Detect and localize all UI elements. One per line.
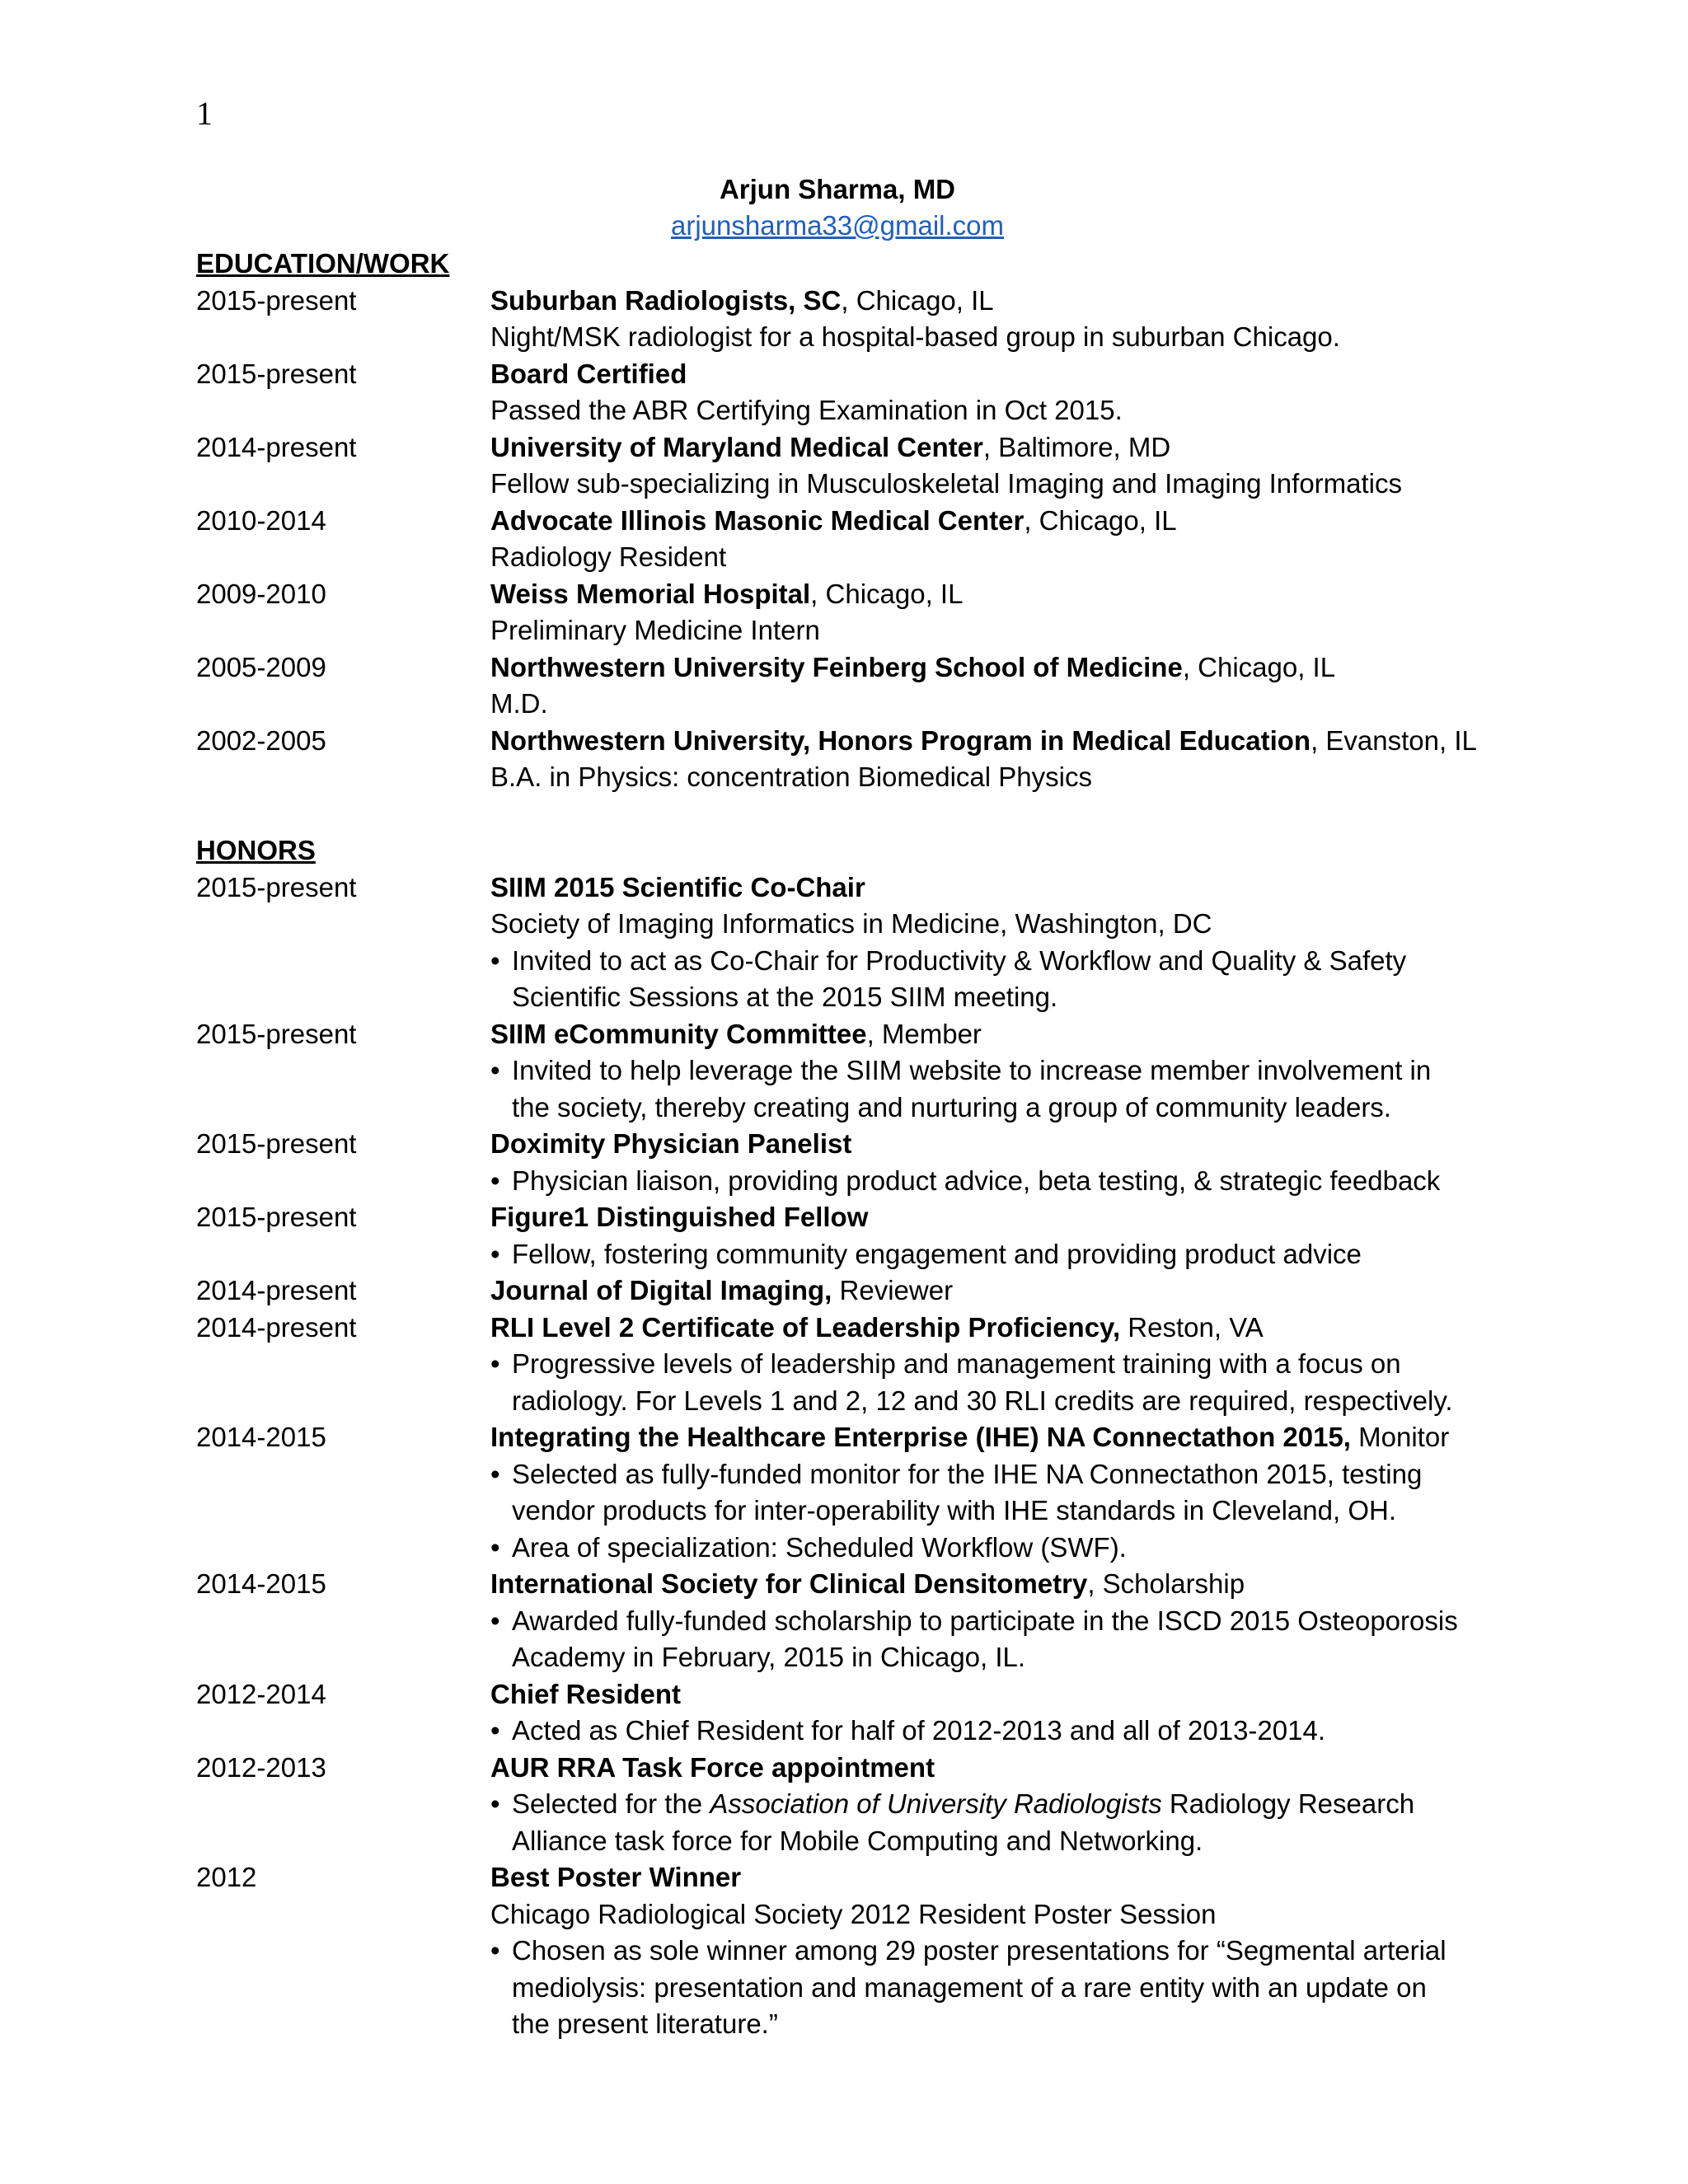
entry-date: 2015-present: [196, 1018, 357, 1049]
section-spacer: [196, 796, 1482, 833]
entry-details: [490, 869, 1482, 1016]
edu-entry: [196, 429, 1482, 503]
honor-entry: [196, 1199, 1482, 1272]
entry-description: Preliminary Medicine Intern: [490, 615, 820, 645]
bullet-line: • Acted as Chief Resident for half of 2012-2013 and all of 2013-2014.: [490, 1713, 1482, 1750]
edu-entry: [196, 283, 1482, 356]
bullet-line: • Area of specialization: Scheduled Workflow (SWF).: [490, 1530, 1482, 1567]
honor-entry: [196, 1016, 1482, 1127]
entry-date: 2015-present: [196, 358, 357, 389]
entry-description: M.D.: [490, 688, 548, 719]
bullet-post: Radiology Research: [1161, 1788, 1415, 1819]
entry-date: 2014-2015: [196, 1568, 326, 1599]
entry-details: [490, 1199, 1482, 1272]
honors-title: HONORS: [196, 835, 316, 865]
entry-date: 2009-2010: [196, 578, 326, 609]
entry-description: Passed the ABR Certifying Examination in Oct 2015.: [490, 395, 1123, 425]
bullet-line: • Chosen as sole winner among 29 poster presentations for “Segmental arterial: [490, 1933, 1482, 1970]
entry-role: , Member: [866, 1018, 982, 1049]
entry-location: , Chicago, IL: [1182, 651, 1336, 682]
bullet-line-cont: Alliance task force for Mobile Computing and Networking.: [512, 1825, 1203, 1856]
honor-entry: [196, 1272, 1482, 1310]
bullet-line-cont: the present literature.”: [512, 2008, 778, 2039]
entry-details: [490, 356, 1482, 429]
bullet-line: • Invited to help leverage the SIIM website to increase member involvement in: [490, 1052, 1482, 1090]
edu-entry: [196, 723, 1482, 796]
entry-date: 2002-2005: [196, 724, 326, 756]
entry-org: SIIM 2015 Scientific Co-Chair: [490, 871, 865, 902]
entry-org: Best Poster Winner: [490, 1862, 742, 1892]
entry-details: [490, 576, 1482, 649]
resume-content: [196, 246, 1482, 2043]
entry-org: Weiss Memorial Hospital: [490, 578, 811, 609]
honor-entry: [196, 1566, 1482, 1676]
entry-location: , Chicago, IL: [1024, 504, 1177, 536]
entry-org: Journal of Digital Imaging,: [490, 1275, 832, 1305]
bullet-line: • Fellow, fostering community engagement and providing product advice: [490, 1236, 1482, 1273]
bullet-line: [490, 1786, 1482, 1823]
edu-entry: [196, 576, 1482, 649]
bullet-italic-org: Association of University Radiologists: [710, 1788, 1162, 1819]
entry-org: RLI Level 2 Certificate of Leadership Proficiency,: [490, 1311, 1121, 1343]
entry-date: 2014-present: [196, 431, 357, 462]
entry-description: Radiology Resident: [490, 541, 727, 572]
entry-date: 2005-2009: [196, 651, 326, 682]
entry-subtitle: Chicago Radiological Society 2012 Resident Poster Session: [490, 1898, 1217, 1929]
bullet-line: • Physician liaison, providing product advice, beta testing, & strategic feedback: [490, 1163, 1482, 1200]
entry-org: International Society for Clinical Densitometry: [490, 1568, 1088, 1599]
entry-date: 2015-present: [196, 284, 357, 316]
entry-role: Reston, VA: [1120, 1311, 1264, 1343]
entry-org: Board Certified: [490, 358, 687, 389]
entry-details: [490, 1419, 1482, 1566]
entry-details: [490, 1016, 1482, 1127]
entry-date: 2014-present: [196, 1275, 357, 1305]
entry-org: Figure1 Distinguished Fellow: [490, 1202, 869, 1232]
entry-details: [490, 649, 1482, 723]
entry-org: Northwestern University Feinberg School of Medicine: [490, 651, 1183, 682]
edu-entry: [196, 356, 1482, 429]
honor-entry: [196, 1750, 1482, 1860]
bullet-line-cont: Academy in February, 2015 in Chicago, IL.: [512, 1642, 1026, 1672]
entry-details: [490, 283, 1482, 356]
honor-entry: [196, 1126, 1482, 1199]
entry-date: 2015-present: [196, 1202, 357, 1232]
bullet-line-cont: mediolysis: presentation and management of a rare entity with an update on: [512, 1971, 1427, 2003]
entry-location: , Baltimore, MD: [982, 431, 1171, 462]
edu-entry: [196, 503, 1482, 576]
entry-details: [490, 429, 1482, 503]
entry-description: Night/MSK radiologist for a hospital-based group in suburban Chicago.: [490, 321, 1340, 352]
entry-date: 2010-2014: [196, 504, 326, 536]
resume-header: [0, 171, 1688, 244]
email-link[interactable]: arjunsharma33@gmail.com: [671, 210, 1004, 241]
entry-date: 2015-present: [196, 871, 357, 902]
entry-date: 2012-2013: [196, 1751, 326, 1783]
bullet-line-cont: radiology. For Levels 1 and 2, 12 and 30 RLI credits are required, respectively.: [512, 1385, 1453, 1416]
entry-description: B.A. in Physics: concentration Biomedical Physics: [490, 762, 1092, 792]
entry-role: , Scholarship: [1087, 1568, 1245, 1599]
entry-org: Doximity Physician Panelist: [490, 1128, 852, 1159]
education-work-title: EDUCATION/WORK: [196, 248, 450, 279]
entry-org: Advocate Illinois Masonic Medical Center: [490, 504, 1025, 536]
entry-org: Chief Resident: [490, 1678, 682, 1709]
entry-org: Northwestern University, Honors Program in Medical Education: [490, 724, 1311, 756]
bullet-line: • Selected as fully-funded monitor for the IHE NA Connectathon 2015, testing: [490, 1456, 1482, 1493]
entry-description: Fellow sub-specializing in Musculoskeletal Imaging and Imaging Informatics: [490, 468, 1403, 499]
bullet-line: • Awarded fully-funded scholarship to participate in the ISCD 2015 Osteoporosis: [490, 1603, 1482, 1640]
entry-date: 2014-present: [196, 1311, 357, 1343]
bullet-line-cont: vendor products for inter-operability with IHE standards in Cleveland, OH.: [512, 1495, 1396, 1526]
entry-role: Monitor: [1350, 1422, 1450, 1452]
edu-entry: [196, 649, 1482, 723]
entry-org: SIIM eCommunity Committee: [490, 1018, 867, 1049]
bullet-line-cont: Scientific Sessions at the 2015 SIIM meeting.: [512, 982, 1058, 1012]
bullet-pre: Selected for the: [512, 1788, 710, 1819]
entry-org: Suburban Radiologists, SC: [490, 284, 842, 316]
entry-details: [490, 1566, 1482, 1676]
honor-entry: [196, 869, 1482, 1016]
honor-entry: [196, 1419, 1482, 1566]
entry-location: , Evanston, IL: [1311, 724, 1477, 756]
entry-org: AUR RRA Task Force appointment: [490, 1751, 935, 1783]
entry-details: [490, 1272, 1482, 1310]
entry-details: [490, 1310, 1482, 1420]
candidate-name: Arjun Sharma, MD: [719, 174, 956, 204]
page-number: 1: [196, 95, 213, 132]
bullet-line-cont: the society, thereby creating and nurturing a group of community leaders.: [512, 1091, 1391, 1122]
entry-date: 2015-present: [196, 1128, 357, 1159]
entry-org: Integrating the Healthcare Enterprise (IHE) NA Connectathon 2015,: [490, 1422, 1351, 1452]
entry-details: [490, 1750, 1482, 1860]
entry-date: 2014-2015: [196, 1422, 326, 1452]
honor-entry: [196, 1676, 1482, 1750]
entry-location: , Chicago, IL: [810, 578, 964, 609]
bullet-line: • Progressive levels of leadership and management training with a focus on: [490, 1346, 1482, 1383]
entry-subtitle: Society of Imaging Informatics in Medicine, Washington, DC: [490, 908, 1212, 939]
entry-details: [490, 1126, 1482, 1199]
entry-details: [490, 1859, 1482, 2043]
honor-entry: [196, 1859, 1482, 2043]
entry-location: , Chicago, IL: [841, 284, 994, 316]
entry-details: [490, 723, 1482, 796]
entry-details: [490, 1676, 1482, 1750]
bullet-line: • Invited to act as Co-Chair for Productivity & Workflow and Quality & Safety: [490, 943, 1482, 980]
honor-entry: [196, 1310, 1482, 1420]
entry-details: [490, 503, 1482, 576]
entry-date: 2012: [196, 1862, 257, 1892]
entry-org: University of Maryland Medical Center: [490, 431, 983, 462]
entry-date: 2012-2014: [196, 1678, 326, 1709]
entry-role: Reviewer: [832, 1275, 954, 1305]
